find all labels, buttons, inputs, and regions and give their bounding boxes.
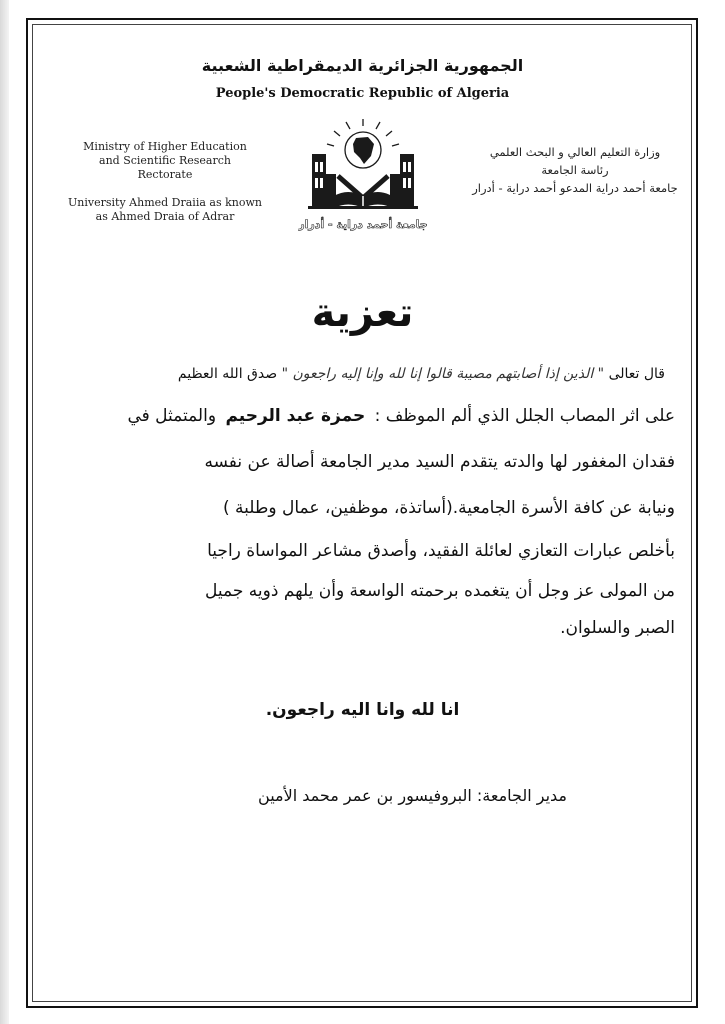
verse-quote: " الذين إذا أصابتهم مصيبة قالوا إنا لله وإنا إليه راجعون " [281,366,605,382]
quran-verse [45,362,665,386]
svg-text:جامعة أحمد دراية - أدرار: جامعة أحمد دراية - أدرار [298,218,428,231]
body-line: من المولى عز وجل أن يتغمده برحمته الواسعة وأن يلهم ذويه جميل [205,581,675,601]
ministry-line-ar: وزارة التعليم العالي و البحث العلمي [489,145,661,159]
ministry-arabic-block [455,143,695,197]
ministry-line: and Scientific Research [99,154,231,167]
body-line: ونيابة عن كافة الأسرة الجامعية.(أساتذة، موظفين، عمال وطلبة ) [222,498,675,518]
ministry-english-block [60,140,270,224]
scan-edge [0,0,9,1024]
university-line: as Ahmed Draia of Adrar [95,210,235,223]
body-line [45,406,675,426]
body-line: بأخلص عبارات التعازي لعائلة الفقيد، وأصدق مشاعر المواساة راجيا [207,541,675,561]
university-logo-icon [298,118,428,236]
body-text: والمتمثل في [127,406,217,426]
ministry-line: Ministry of Higher Education [83,140,247,153]
verse-intro: قال تعالى [608,366,665,382]
university-line: University Ahmed Draiia as known [68,196,262,209]
republic-title-english: People's Democratic Republic of Algeria [215,86,510,101]
body-text: على اثر المصاب الجلل الذي ألم الموظف : [374,406,675,426]
deceased-employee-name: حمزة عبد الرحيم [221,406,369,426]
body-line: فقدان المغفور لها والدته يتقدم السيد مدير الجامعة أصالة عن نفسه [204,452,675,472]
republic-title-arabic: الجمهورية الجزائرية الديمقراطية الشعبية [201,56,524,75]
body-line: الصبر والسلوان. [560,618,675,638]
document-title: تعزية [311,290,414,336]
verse-ending: صدق الله العظيم [177,366,278,382]
closing-phrase: انا لله وانا اليه راجعون. [265,700,460,720]
rectorate-line: Rectorate [137,168,193,181]
university-line-ar: جامعة أحمد دراية المدعو أحمد دراية - أدرار [472,181,678,195]
rectorate-line-ar: رئاسة الجامعة [541,163,609,177]
signature-line: مدير الجامعة: البروفيسور بن عمر محمد الأمين [258,786,567,805]
